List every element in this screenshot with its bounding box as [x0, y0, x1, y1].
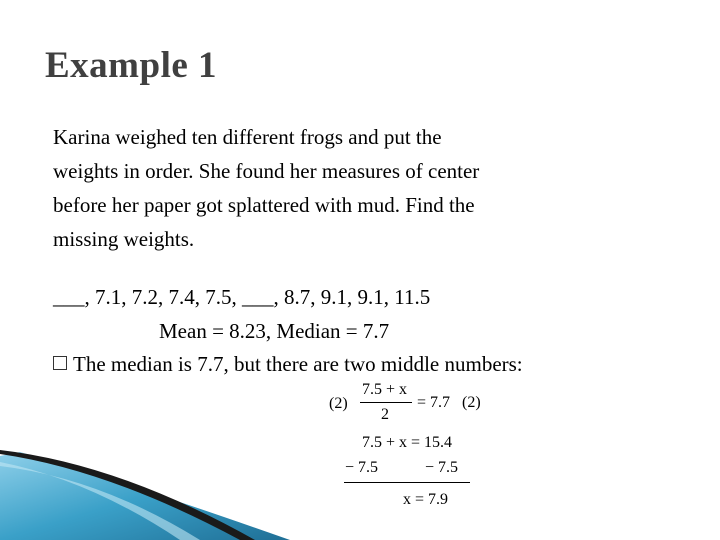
paragraph-line: missing weights.: [53, 227, 195, 251]
step1-equals: = 7.7: [417, 394, 451, 411]
paragraph-line: weights in order. She found her measures of center: [53, 159, 480, 183]
bullet-item: [53, 352, 523, 377]
step1-right-factor: (2): [462, 394, 481, 411]
bullet-text: The median is 7.7, but there are two middle numbers:: [73, 352, 523, 376]
bullet-box-icon: [53, 356, 67, 370]
decorative-swoosh: [0, 440, 300, 540]
problem-paragraph: [53, 120, 573, 256]
swoosh-blue-shape: [0, 452, 290, 540]
paragraph-line: before her paper got splattered with mud. Find the: [53, 193, 475, 217]
step3-right: − 7.5: [425, 459, 459, 476]
step2-equation: 7.5 + x = 15.4: [362, 434, 453, 451]
subtraction-rule: [344, 482, 470, 483]
step1-denominator: 2: [381, 406, 389, 423]
paragraph-line: Karina weighed ten different frogs and put the: [53, 125, 442, 149]
step1-numerator: 7.5 + x: [362, 381, 408, 398]
slide-title: Example 1: [45, 45, 218, 86]
step1-left-factor: (2): [329, 395, 348, 412]
stats-line: Mean = 8.23, Median = 7.7: [159, 319, 390, 343]
step3-left: − 7.5: [345, 459, 379, 476]
step4-result: x = 7.9: [403, 491, 449, 508]
fraction-bar: [360, 402, 412, 403]
data-list: ___, 7.1, 7.2, 7.4, 7.5, ___, 8.7, 9.1, 9.1, 11.5: [53, 285, 431, 309]
